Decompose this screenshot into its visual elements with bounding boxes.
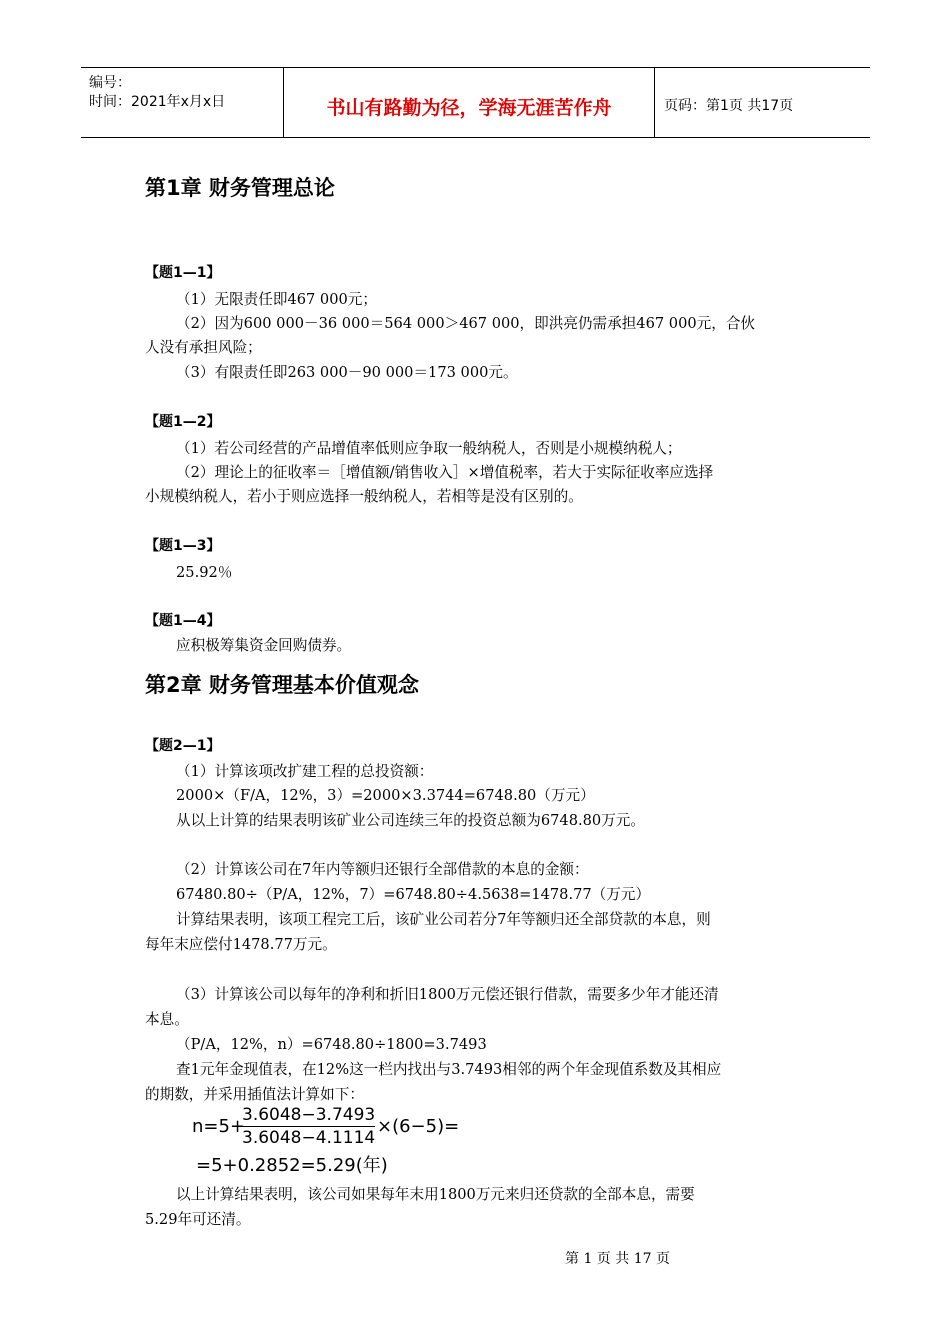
q2-1-p3-line1: （3）计算该公司以每年的净利和折旧1800万元偿还银行借款，需要多少年才能还清 [176, 986, 719, 1003]
q2-1-p3-line5: 的期数，并采用插值法计算如下： [145, 1086, 364, 1103]
fraction-denominator: 3.6048−4.1114 [242, 1128, 376, 1148]
q2-1-p3-line7: 5.29年可还清。 [145, 1211, 251, 1228]
q2-1-p3-line6: 以上计算结果表明，该公司如果每年末用1800万元来归还贷款的全部本息，需要 [176, 1186, 695, 1203]
q1-4-label: 【题1—4】 [145, 613, 221, 629]
q1-1-label: 【题1—1】 [145, 265, 221, 281]
q1-1-line3: 人没有承担风险； [145, 339, 262, 356]
motto-text: 书山有路勤为径，学海无涯苦作舟 [326, 97, 612, 119]
q2-1-p1-line2: 2000×（F/A，12%，3）=2000×3.3744=6748.80（万元） [176, 787, 595, 804]
q1-2-label: 【题1—2】 [145, 414, 221, 430]
q1-1-line2: （2）因为600 000－36 000＝564 000＞467 000，即洪亮仍需承担467 000元，合伙 [176, 315, 756, 332]
equation-rhs: ×(6−5)= [377, 1116, 460, 1137]
q2-1-label: 【题2—1】 [145, 738, 221, 754]
q2-1-p1-line1: （1）计算该项改扩建工程的总投资额： [176, 763, 434, 780]
equation-fraction [242, 1105, 375, 1148]
q1-2-line2: （2）理论上的征收率＝［增值额/销售收入］×增值税率，若大于实际征收率应选择 [176, 464, 714, 481]
time-label: 时间：2021年x月x日 [89, 94, 226, 110]
q1-2-line1: （1）若公司经营的产品增值率低则应争取一般纳税人，否则是小规模纳税人； [176, 440, 682, 457]
equation-lhs: n=5+ [192, 1116, 246, 1137]
q1-1-line1: （1）无限责任即467 000元； [176, 291, 377, 308]
q1-2-line3: 小规模纳税人，若小于则应选择一般纳税人，若相等是没有区别的。 [145, 488, 583, 505]
q2-1-p3-line3: （P/A，12%，n）=6748.80÷1800=3.7493 [176, 1036, 487, 1053]
fraction-numerator: 3.6048−3.7493 [242, 1105, 376, 1125]
header-motto-cell [284, 68, 655, 137]
chapter1-title: 第1章 财务管理总论 [145, 176, 335, 200]
page-footer: 第 1 页 共 17 页 [565, 1251, 670, 1267]
header-info-cell [81, 68, 284, 137]
q1-1-line4: （3）有限责任即263 000－90 000＝173 000元。 [176, 364, 518, 381]
document-header [81, 67, 870, 138]
q2-1-p2-line1: （2）计算该公司在7年内等额归还银行全部借款的本息的金额： [176, 861, 589, 878]
q2-1-p1-line3: 从以上计算的结果表明该矿业公司连续三年的投资总额为6748.80万元。 [176, 812, 645, 829]
q2-1-p2-line4: 每年末应偿付1478.77万元。 [145, 936, 337, 953]
page-info: 页码：第1页 共17页 [664, 98, 794, 114]
equation-result: =5+0.2852=5.29(年) [196, 1155, 388, 1176]
number-label: 编号： [89, 75, 131, 91]
q2-1-p2-line3: 计算结果表明，该项工程完工后，该矿业公司若分7年等额归还全部贷款的本息，则 [176, 911, 711, 928]
q2-1-p3-line4: 查1元年金现值表，在12%这一栏内找出与3.7493相邻的两个年金现值系数及其相应 [176, 1061, 722, 1078]
q2-1-p2-line2: 67480.80÷（P/A，12%，7）=6748.80÷4.5638=1478.77（万元） [176, 886, 651, 903]
q2-1-p3-line2: 本息。 [145, 1011, 189, 1028]
q1-3-label: 【题1—3】 [145, 538, 221, 554]
chapter2-title: 第2章 财务管理基本价值观念 [145, 673, 419, 697]
q1-3-answer: 25.92％ [176, 564, 233, 581]
q1-4-answer: 应积极筹集资金回购债券。 [176, 637, 352, 654]
